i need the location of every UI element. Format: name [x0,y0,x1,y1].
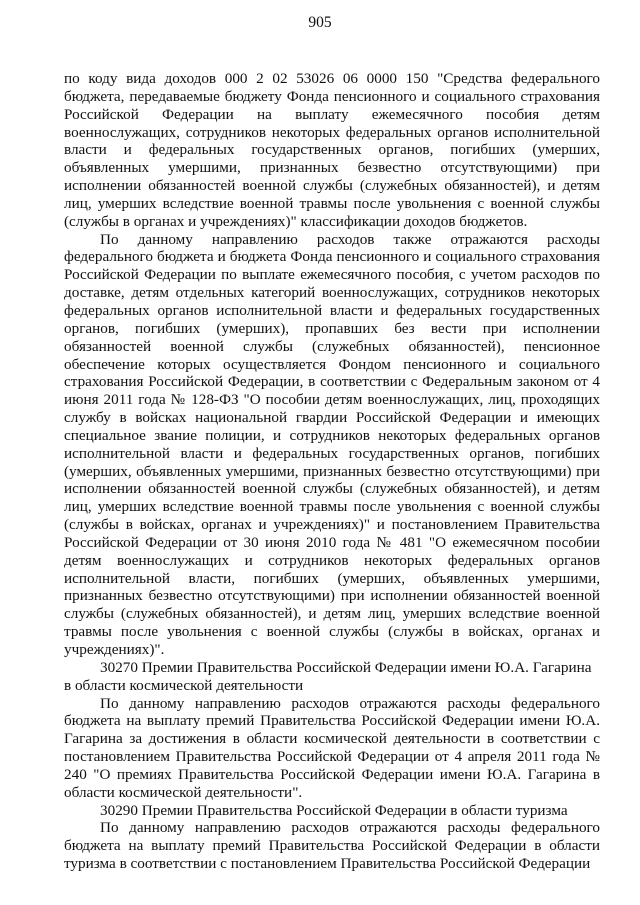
paragraph-child-allowance: По данному направлению расходов также отражаются расходы федерального бюджета и бюджета Фонда пенсионного и социального страхования Российской Федерации по выплате ежемесячного пособия, с учетом расходов по доставке, детям отдельных категорий военнослужащих, сотрудников некоторых федеральных органов исполнительной власти и федеральных государственных органов, погибших (умерших), пропавших без вести при исполнении обязанностей военной службы (служебных обязанностей), пенсионное обеспечение которых осуществляется Фондом пенсионного и социального страхования Российской Федерации, в соответствии с Федеральным законом от 4 июня 2011 года № 128-ФЗ "О пособии детям военнослужащих, лиц, проходящих службу в войсках национальной гвардии Российской Федерации и имеющих специальное звание полиции, и сотрудников некоторых федеральных органов исполнительной власти и федеральных государственных органов, погибших (умерших, объявленных умершими, признанных безвестно отсутствующими) при исполнении обязанностей военной службы (служебных обязанностей), и детям лиц, умерших вследствие военной травмы после увольнения с военной службы (службы в войсках, органах и учреждениях)" и постановлением Правительства Российской Федерации от 30 июня 2010 года № 481 "О ежемесячном пособии детям военнослужащих и сотрудников некоторых федеральных органов исполнительной власти, погибших (умерших, объявленных умершими, признанных безвестно отсутствующими) при исполнении обязанностей военной службы (служебных обязанностей), и детям лиц, умерших вследствие военной травмы после увольнения с военной службы (службы в войсках, органах и учреждениях)". [64,230,600,658]
page-number: 905 [308,14,332,31]
paragraph-gagarin-prizes: По данному направлению расходов отражаются расходы федерального бюджета на выплату премий Правительства Российской Федерации имени Ю.А. Гагарина за достижения в области космической деятельности в соответствии с постановлением Правительства Российской Федерации от 4 апреля 2011 года № 240 "О премиях Правительства Российской Федерации имени Ю.А. Гагарина в области космической деятельности". [64,694,600,801]
paragraph-income-code: по коду вида доходов 000 2 02 53026 06 0000 150 "Средства федерального бюджета, передаваемые бюджету Фонда пенсионного и социального страхования Российской Федерации на выплату ежемесячного пособия детям военнослужащих, сотрудников некоторых федеральных органов исполнительной власти и федеральных государственных органов, погибших (умерших, объявленных умершими, признанных безвестно отсутствующими) при исполнении обязанностей военной службы (служебных обязанностей), и детям лиц, умерших вследствие военной травмы после увольнения с военной службы (службы в органах и учреждениях)" классификации доходов бюджетов. [64,70,600,230]
paragraph-tourism-prizes: По данному направлению расходов отражаются расходы федерального бюджета на выплату премий Правительства Российской Федерации в области туризма в соответствии с постановлением Правительства Российской Федерации [64,819,600,873]
document-body [64,70,600,873]
section-heading-30270: 30270 Премии Правительства Российской Федерации имени Ю.А. Гагарина в области космической деятельности [64,658,592,694]
section-heading-30290: 30290 Премии Правительства Российской Федерации в области туризма [100,801,568,819]
